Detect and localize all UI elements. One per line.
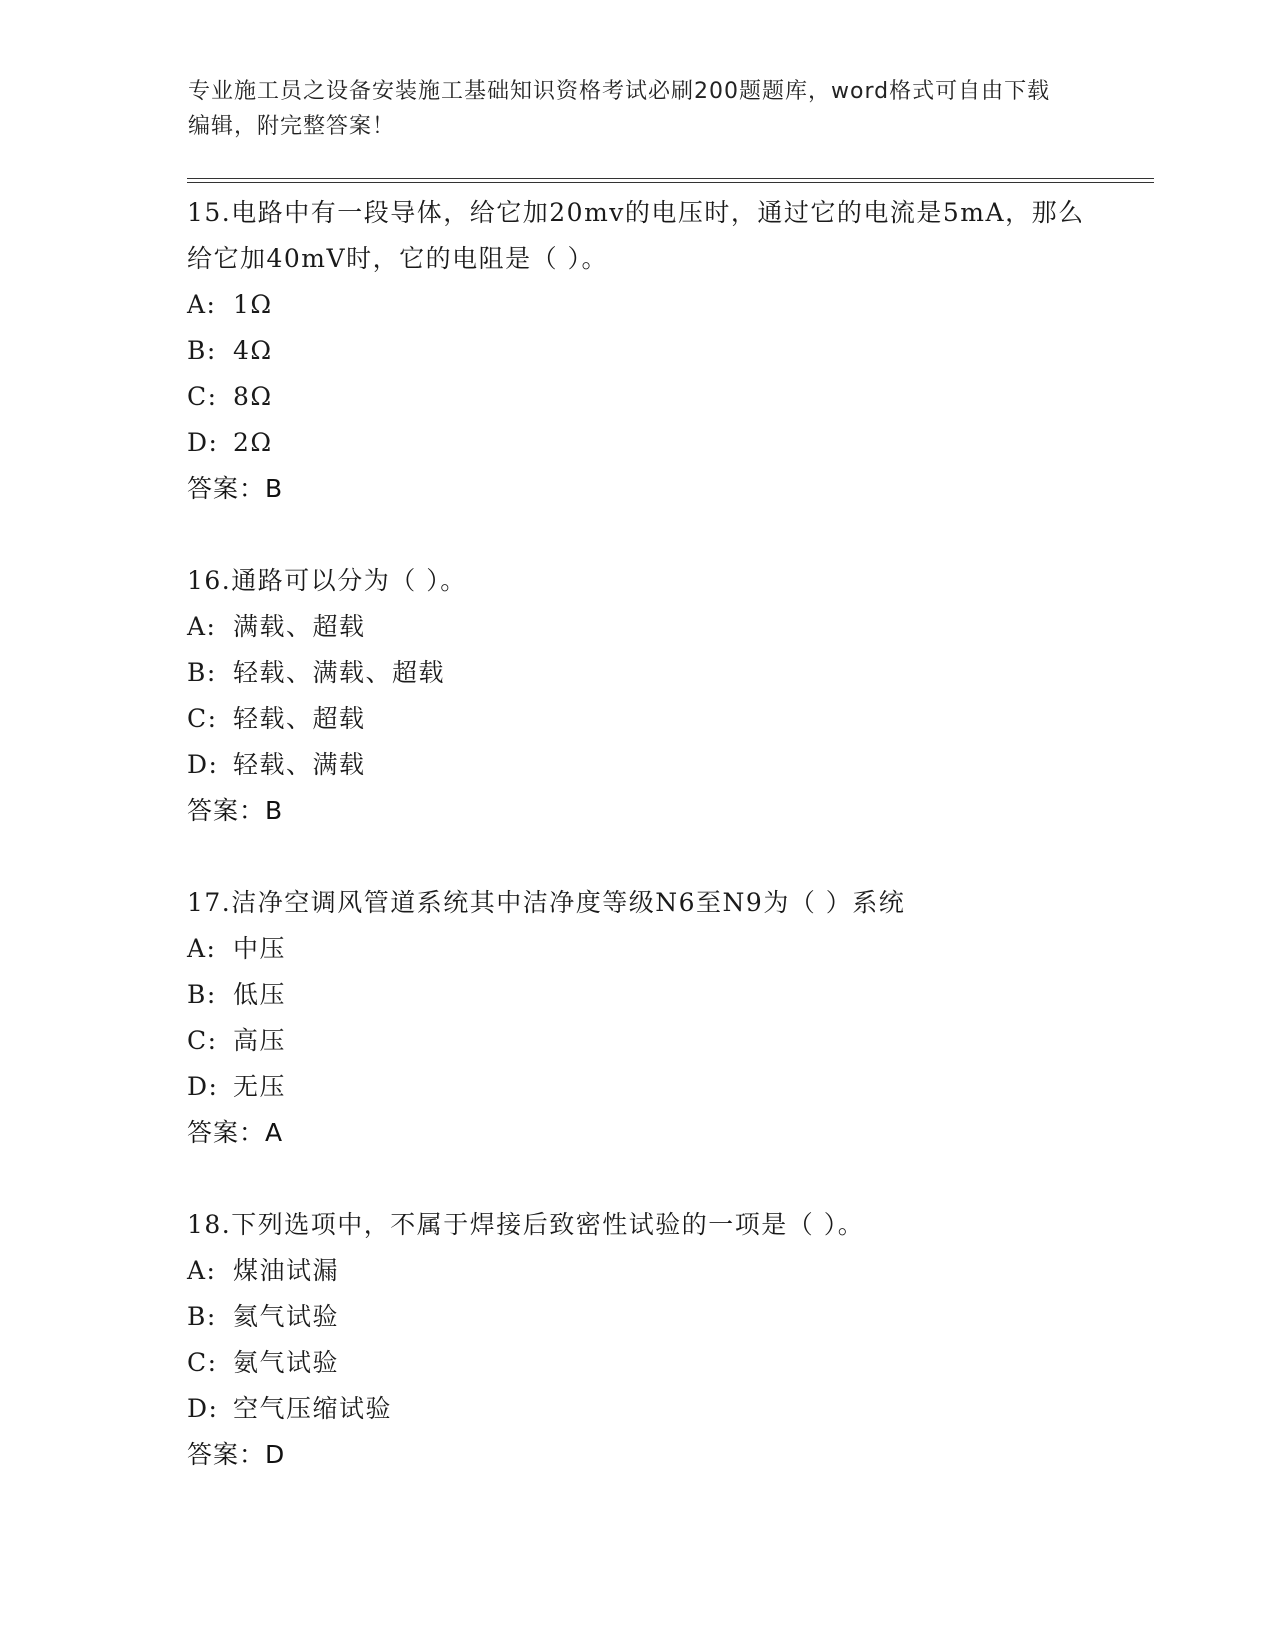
option-text: 轻载、超载 <box>233 704 366 733</box>
question-option <box>187 1386 1087 1432</box>
option-text: 满载、超载 <box>233 612 366 641</box>
question-answer: 答案：D <box>187 1440 286 1469</box>
option-text: 低压 <box>233 980 287 1009</box>
option-key: D: <box>187 1072 219 1101</box>
question-option <box>187 926 1087 972</box>
option-key: C: <box>187 382 218 411</box>
question-item <box>187 880 1087 1202</box>
option-key: D: <box>187 750 219 779</box>
question-list <box>187 190 1087 1478</box>
option-key: D: <box>187 428 219 457</box>
option-text: 轻载、满载 <box>233 750 366 779</box>
option-text: 1Ω <box>233 290 273 319</box>
option-key: A: <box>187 612 217 641</box>
question-stem: 18.下列选项中，不属于焊接后致密性试验的一项是（ ）。 <box>187 1210 865 1239</box>
question-answer: 答案：B <box>187 474 284 503</box>
question-option <box>187 328 1087 374</box>
question-option <box>187 282 1087 328</box>
question-answer: 答案：B <box>187 796 284 825</box>
question-item <box>187 558 1087 880</box>
document-header: 专业施工员之设备安装施工基础知识资格考试必刷200题题库，word格式可自由下载编辑，附完整答案！ <box>188 79 1051 139</box>
question-option <box>187 1064 1087 1110</box>
question-spacer <box>187 1156 1087 1202</box>
question-option <box>187 420 1087 466</box>
option-text: 氨气试验 <box>233 1348 340 1377</box>
option-key: B: <box>187 980 217 1009</box>
option-key: A: <box>187 934 217 963</box>
question-answer: 答案：A <box>187 1118 284 1147</box>
option-key: B: <box>187 658 217 687</box>
question-spacer <box>187 834 1087 880</box>
question-stem: 17.洁净空调风管道系统其中洁净度等级N6至N9为（ ）系统 <box>187 888 906 917</box>
option-key: D: <box>187 1394 219 1423</box>
question-option <box>187 1248 1087 1294</box>
option-text: 8Ω <box>233 382 273 411</box>
option-text: 高压 <box>233 1026 287 1055</box>
option-text: 轻载、满载、超载 <box>233 658 446 687</box>
option-key: C: <box>187 1026 218 1055</box>
option-key: C: <box>187 1348 218 1377</box>
option-key: A: <box>187 290 217 319</box>
question-option <box>187 696 1087 742</box>
header-divider-top <box>187 178 1154 179</box>
option-text: 中压 <box>233 934 287 963</box>
option-key: B: <box>187 1302 217 1331</box>
question-item <box>187 190 1087 558</box>
question-option <box>187 650 1087 696</box>
option-text: 煤油试漏 <box>233 1256 340 1285</box>
option-text: 4Ω <box>233 336 273 365</box>
option-key: C: <box>187 704 218 733</box>
option-text: 无压 <box>233 1072 287 1101</box>
question-option <box>187 1294 1087 1340</box>
option-text: 空气压缩试验 <box>233 1394 393 1423</box>
option-key: A: <box>187 1256 217 1285</box>
question-option <box>187 972 1087 1018</box>
header-divider-bottom <box>187 182 1154 183</box>
question-spacer <box>187 512 1087 558</box>
question-stem: 16.通路可以分为（ ）。 <box>187 566 467 595</box>
question-option <box>187 604 1087 650</box>
question-stem: 15.电路中有一段导体，给它加20mv的电压时，通过它的电流是5mA，那么给它加40mV时，它的电阻是（ ）。 <box>187 198 1085 273</box>
option-text: 2Ω <box>233 428 273 457</box>
question-item <box>187 1202 1087 1478</box>
option-key: B: <box>187 336 217 365</box>
question-option <box>187 742 1087 788</box>
option-text: 氦气试验 <box>233 1302 340 1331</box>
question-option <box>187 374 1087 420</box>
question-option <box>187 1340 1087 1386</box>
question-option <box>187 1018 1087 1064</box>
